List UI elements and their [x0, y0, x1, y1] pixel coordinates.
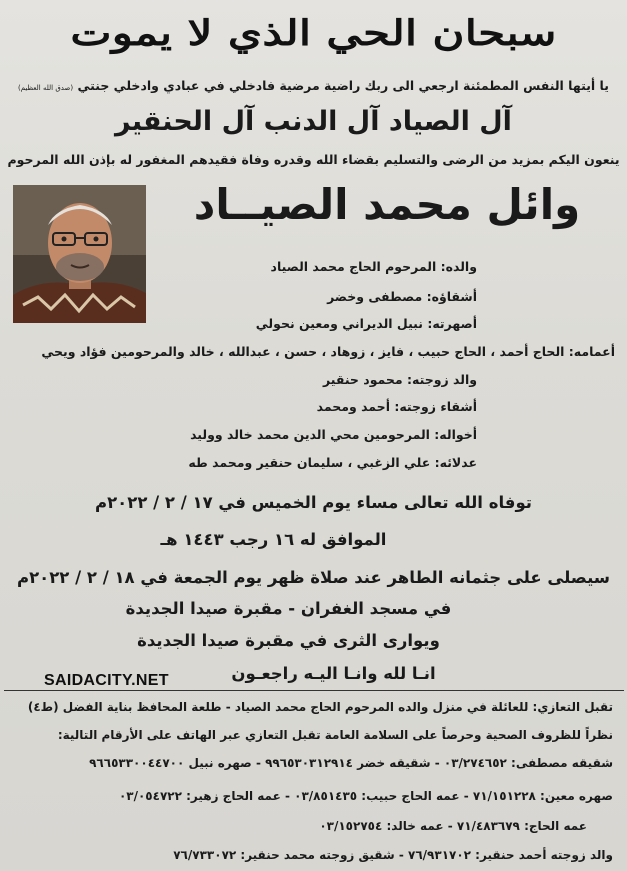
- mosque-location: في مسجد الغفران - مقبرة صيدا الجديدة: [125, 599, 452, 618]
- section-divider: [4, 690, 624, 691]
- portrait-illustration: [13, 185, 146, 323]
- condolence-line: عمه الحاج: ٧١/٤٨٣٦٧٩ - عمه خالد: ٠٣/١٥٢٧٥٤: [319, 819, 587, 833]
- burial-place: ويوارى الثرى في مقبرة صيدا الجديدة: [137, 631, 440, 650]
- calligraphy-heading: سبحان الحي الذي لا يموت: [70, 13, 557, 54]
- verse-reference: (صدق الله العظيم): [18, 84, 74, 92]
- relative-line: عدلائه: علي الزغبي ، سليمان حنقير ومحمد طه: [188, 455, 477, 470]
- relative-line: والد زوجته: محمود حنقير: [322, 372, 477, 387]
- condolence-line: صهره معين: ٧١/١٥١٢٢٨ - عمه الحاج حبيب: ٠٣/٨٥١٤٣٥ - عمه الحاج زهير: ٠٣/٠٥٤٧٢٢: [118, 789, 613, 803]
- relative-line: أصهرته: نبيل الديراني ومعين نحولي: [255, 316, 477, 331]
- relative-line: أشقاؤه: مصطفى وخضر: [327, 289, 477, 304]
- relative-line: والده: المرحوم الحاج محمد الصياد: [270, 259, 477, 274]
- announcement-intro: ينعون اليكم بمزيد من الرضى والتسليم بقضاء الله وقدره وفاة فقيدهم المغفور له بإذن الله المرحوم: [7, 152, 620, 167]
- deceased-name: وائل محمد الصيــاد: [193, 180, 581, 229]
- deceased-photo: [13, 185, 146, 323]
- relative-line: أشقاء زوجته: أحمد ومحمد: [316, 399, 477, 414]
- family-names: آل الصياد آل الدنب آل الحنقير: [115, 106, 512, 137]
- funeral-prayer: سيصلى على جثمانه الطاهر عند صلاة ظهر يوم الجمعة في ١٨ / ٢ / ٢٠٢٢م: [16, 568, 611, 587]
- quran-verse: [0, 78, 627, 93]
- hijri-date: الموافق له ١٦ رجب ١٤٤٣ هـ: [160, 530, 387, 549]
- death-date: توفاه الله تعالى مساء يوم الخميس في ١٧ / ٢ / ٢٠٢٢م: [95, 493, 532, 512]
- site-watermark: SAIDACITY.NET: [44, 672, 169, 689]
- condolence-line: شقيقه مصطفى: ٠٣/٢٧٤٦٥٢ - شقيقه خضر ٩٩٦٥٣٠٣١٢٩١٤ - صهره نبيل ٩٦٦٥٣٣٠٠٤٤٧٠٠: [89, 756, 613, 770]
- condolence-line: تقبل التعازي: للعائلة في منزل والده المرحوم الحاج محمد الصياد - طلعة المحافظ بناية الفضل (ط٤): [27, 700, 613, 714]
- condolence-line: نظراً للظروف الصحية وحرصاً على السلامة العامة تقبل التعازي عبر الهاتف على الأرقام التالية:: [57, 728, 613, 742]
- relative-line: أعمامه: الحاج أحمد ، الحاج حبيب ، فايز ، زوهاد ، حسن ، عبدالله ، خالد والمرحومين فؤاد ويحي: [41, 344, 615, 359]
- verse-text: يا أيتها النفس المطمئنة ارجعي الى ربك راضية مرضية فادخلي في عبادي وادخلي جنتي: [77, 78, 609, 93]
- relative-line: أخواله: المرحومين محي الدين محمد خالد ووليد: [190, 427, 477, 442]
- condolence-line: والد زوجته أحمد حنقير: ٧٦/٩٣١٧٠٢ - شقيق زوجته محمد حنقير: ٧٦/٧٣٣٠٧٢: [173, 848, 613, 862]
- closing-phrase: انـا لله وانـا اليـه راجعـون: [231, 664, 436, 683]
